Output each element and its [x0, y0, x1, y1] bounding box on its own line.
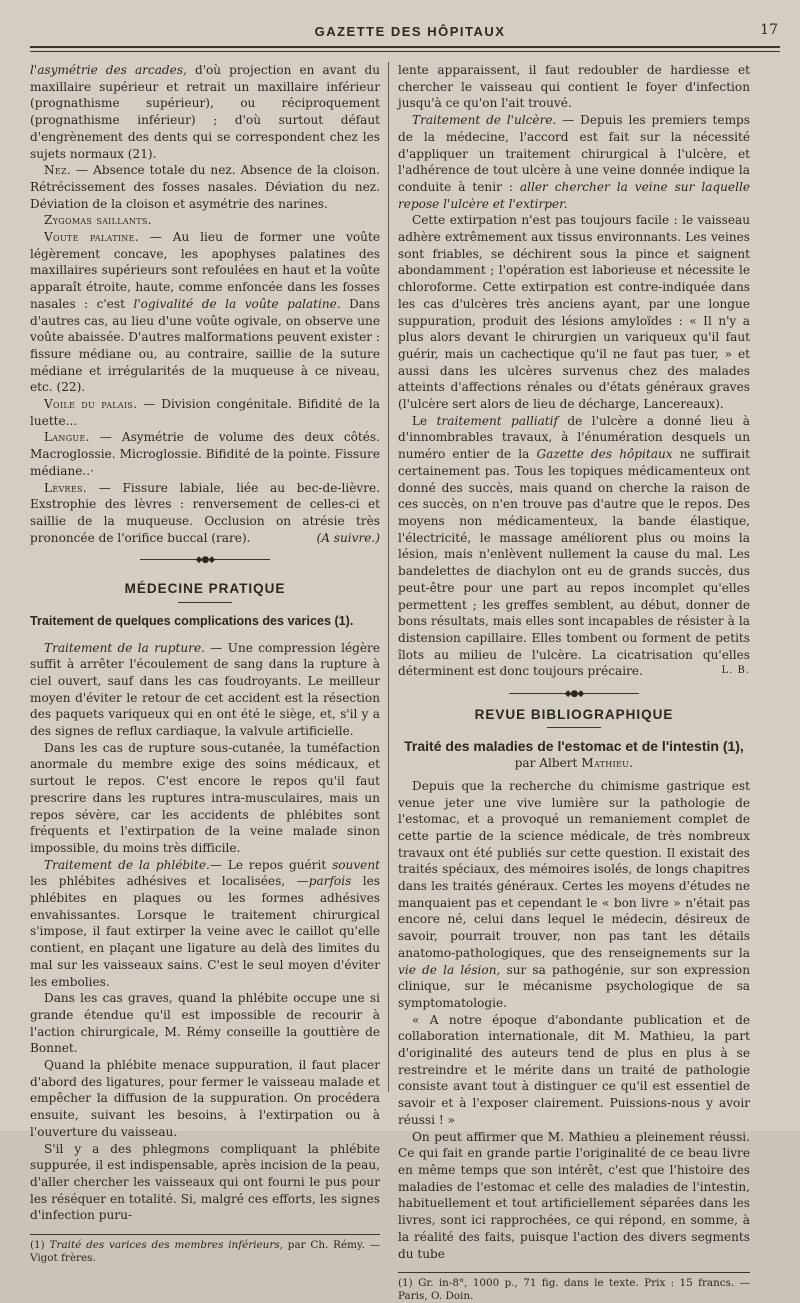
ornament-divider-right: ◆●◆ [398, 686, 750, 703]
section-title-revue: REVUE BIBLIOGRAPHIQUE [474, 706, 674, 722]
paragraph-continuation: lente apparaissent, il faut redoubler de hardiesse et chercher le vaisseau qui contient le foyer d'infection jusqu'à ce qu'on l'ait trouvé. [398, 63, 750, 111]
section-underline-right [547, 727, 601, 728]
page-header [30, 18, 778, 58]
book-byline: par Albert Mathieu. [514, 756, 634, 771]
paragraph-suppuration: Quand la phlébite menace suppuration, il faut placer d'abord des ligatures, pour fermer le vaisseau malade et empêcher la diffusion de la suppuration. On procédera ensuite, suivant les besoins, à l'extirpation ou à l'ouverture du vaisseau. [30, 1058, 380, 1139]
footnote-rule [30, 1234, 380, 1235]
section-underline [178, 602, 232, 603]
header-rule-thin [30, 51, 780, 52]
paragraph-extirpation: Cette extirpation n'est pas toujours facile : le vaisseau adhère extrêmement aux tissus environnants. Les veines sont friables, se déchirent sous la pince et saignent abondamment ; l'opération est laborieuse et nécessite le chloroforme. Cette extirpation est contre-indiquée dans les cas d'ulcères très anciens ayant, par une longue suppuration, produit des lésions amyloïdes : « Il n'y a plus alors devant le chirurgien un variqueux qu'il faut guérir, mais un cachectique qu'il ne faut pas tuer, » et aussi dans les ulcères survenus chez des malades atteints d'affections rénales ou d'états généraux graves (l'ulcère sert alors de lieu de décharge, Lancereaux). [398, 213, 750, 412]
paragraph-quote: « A notre époque d'abondante publication et de collaboration internationale, dit M. Mathieu, la part d'originalité des auteurs tend de plus en plus à se restreindre et le mérite dans un traité de pathologie consiste avant tout à distinguer ce qu'il est essentiel de savoir et à l'exposer clairement. Puissions-nous y avoir réussi ! » [398, 1012, 750, 1127]
paragraph-nez: Nez. — Absence totale du nez. Absence de la cloison. Rétrécissement des fosses nasales. Déviation du nez. Déviation de la cloison et asymétrie des narines. [30, 163, 380, 211]
paragraph-zygomas: Zygomas saillants. [44, 213, 152, 228]
paragraph-asymetrie: l'asymétrie des arcades, d'où projection en avant du maxillaire supérieur et retrait un maxillaire inférieur (prognathisme supérieur), ou réciproquement (prognathisme inférieur) ; d'où surtout défaut d'engrènement des dents qui se correspondent chez les sujets normaux (21). [30, 63, 380, 161]
paragraph-palliatif: Le traitement palliatif de l'ulcère a donné lieu à d'innombrables travaux, à l'énumération desquels un numéro entier de la Gazette des hôpitaux ne suffirait certainement pas. Tous les topiques médicamenteux ont donné des succès, mais quand on cherche la raison de ces succès, on n'en trouve pas d'autre que le repos. Des moyens non médicamenteux, la bande élastique, l'électricité, le massage améliorent plus ou moins la lésion, mais n'enlèvent nullement la cause du mal. Les bandelettes de diachylon ont eu de grands succès, dus peut-être pour une part au repos incomplet qu'elles permettent ; les greffes semblent, au début, donner de bons résultats, mais elles sont incapables de résister à la distension capillaire. Elles tombent ou forment de petits îlots au milieu de l'ulcère. La cicatrisation qu'elles déterminent est donc toujours précaire. L. B. [398, 413, 751, 679]
running-title: GAZETTE DES HÔPITAUX [314, 24, 506, 39]
footnote-left: (1) Traité des varices des membres inférieurs, par Ch. Rémy. — Vigot frères. [30, 1239, 381, 1265]
paragraph-depuis: Depuis que la recherche du chimisme gastrique est venue jeter une vive lumière sur la pathologie de l'estomac, et a provoqué un remaniement complet de cette partie de la science médicale, de très nombreux travaux ont été publiés sur cette question. Il existait des traités spéciaux, des mémoires isolés, de longs chapitres dans les traités généraux. Certes les moyens d'études ne manquaient pas et cependant le « bon livre » n'était pas encore né, celui dans lequel le médecin, désireux de savoir, pourrait trouver, non pas tant les détails anatomo-pathologiques, que des renseignements sur la vie de la lésion, sur sa pathogénie, sur son expression clinique, sur le mécanisme psychologique de sa symptomatologie. [398, 778, 750, 1010]
paragraph-phlebite: Traitement de la phlébite.— Le repos guérit souvent les phlébites adhésives et localisées, —parfois les phlébites en plaques ou les formes adhésives envahissantes. Lorsque le traitement chirurgical s'impose, il faut extirper la veine avec le caillot qu'elle contient, en plaçant une ligature au delà des limites du mal sur les vaisseaux sains. C'est le seul moyen d'éviter les embolies. [30, 857, 381, 989]
signature: L. B. [721, 665, 750, 677]
page-number: 17 [760, 22, 778, 38]
left-column [30, 62, 381, 1265]
section-title-medecine-pratique: MÉDECINE PRATIQUE [124, 581, 286, 597]
paragraph-levres: Lèvres. — Fissure labiale, liée au bec-de-lièvre. Exstrophie des lèvres : renversement de celles-ci et saillie de la muqueuse. Occlusion on atrésie très prononcée de l'orifice buccal (rare). (A suivre.) [30, 480, 380, 545]
paragraph-langue: Langue. — Asymétrie de volume des deux côtés. Macroglossie. Microglossie. Bifidité de la pointe. Fissure médiane..· [30, 430, 380, 478]
paragraph-voile: Voile du palais. — Division congénitale. Bifidité de la luette... [30, 397, 380, 428]
footnote-rule-right [398, 1272, 750, 1273]
a-suivre: (A suivre.) [316, 530, 380, 545]
paragraph-ulcere: Traitement de l'ulcère. — Depuis les premiers temps de la médecine, l'accord est fait sur la nécessité d'appliquer un traitement chirurgical à l'ulcère, et l'adhérence de tout ulcère à une veine donnée indique la conduite à tenir : aller chercher la veine sur laquelle repose l'ulcère et l'extirper. [398, 113, 750, 211]
column-divider [388, 62, 389, 1092]
right-column [398, 62, 751, 1303]
paragraph-affirmer: On peut affirmer que M. Mathieu a pleinement réussi. Ce qui fait en grande partie l'originalité de ce beau livre en même temps que son intérêt, c'est que l'histoire des maladies de l'estomac et celle des maladies de l'intestin, habituellement et tout artificiellement séparées dans les livres, sont ici rapprochées, ce qui répond, en somme, à la réalité des faits, puisque l'action des divers segments du tube [398, 1129, 750, 1261]
paragraph-phlegmons: S'il y a des phlegmons compliquant la phlébite suppurée, il est indispensable, après incision de la peau, d'aller chercher les vaisseaux qui ont fourni le pus pour les réséquer en totalité. Si, malgré ces efforts, les signes d'infection puru- [30, 1141, 380, 1223]
paragraph-rupture: Traitement de la rupture. — Une compression légère suffit à arrêter l'écoulement de sang dans la rupture à ciel ouvert, sauf dans les cas foudroyants. Le meilleur moyen d'éviter le retour de cet accident est la résection des paquets variqueux qui en ont été le siège, et, s'il y a des signes de reflux cardiaque, la valvule artificielle. [30, 640, 380, 739]
ornament-divider: ◆●◆ [30, 552, 380, 569]
footnote-right: (1) Gr. in-8°, 1000 p., 71 fig. dans le texte. Prix : 15 francs. — Paris, O. Doin. [398, 1277, 750, 1303]
paragraph-graves: Dans les cas graves, quand la phlébite occupe une si grande étendue qu'il est impossible de recourir à l'action chirurgicale, M. Rémy conseille la gouttière de Bonnet. [30, 991, 380, 1056]
paragraph-voute: Voute palatine. — Au lieu de former une voûte légèrement concave, les apophyses palatines des maxillaires supérieurs sont refoulées en haut et la voûte apparaît étroite, haute, comme enfoncée dans les fosses nasales : c'est l'ogivalité de la voûte palatine. Dans d'autres cas, au lieu d'une voûte ogivale, on observe une voûte abaissée. D'autres malformations peuvent exister : fissure médiane ou, au contraire, saillie de la suture médiane et irrégularités de la muqueuse à ce niveau, etc. (22). [30, 230, 381, 395]
header-rule-thick [30, 46, 780, 48]
article-subheading: Traitement de quelques complications des varices (1). [30, 613, 354, 628]
book-title: Traité des maladies de l'estomac et de l'intestin (1), [404, 738, 744, 755]
paragraph-rupture-2: Dans les cas de rupture sous-cutanée, la tuméfaction anormale du membre exige des soins médicaux, et surtout le repos. C'est encore le repos qu'il faut prescrire dans les ruptures intra-musculaires, mais un repos sévère, car les accidents de phlébites sont fréquents et l'extirpation de la veine malade sinon impossible, du moins très difficile. [30, 740, 380, 855]
